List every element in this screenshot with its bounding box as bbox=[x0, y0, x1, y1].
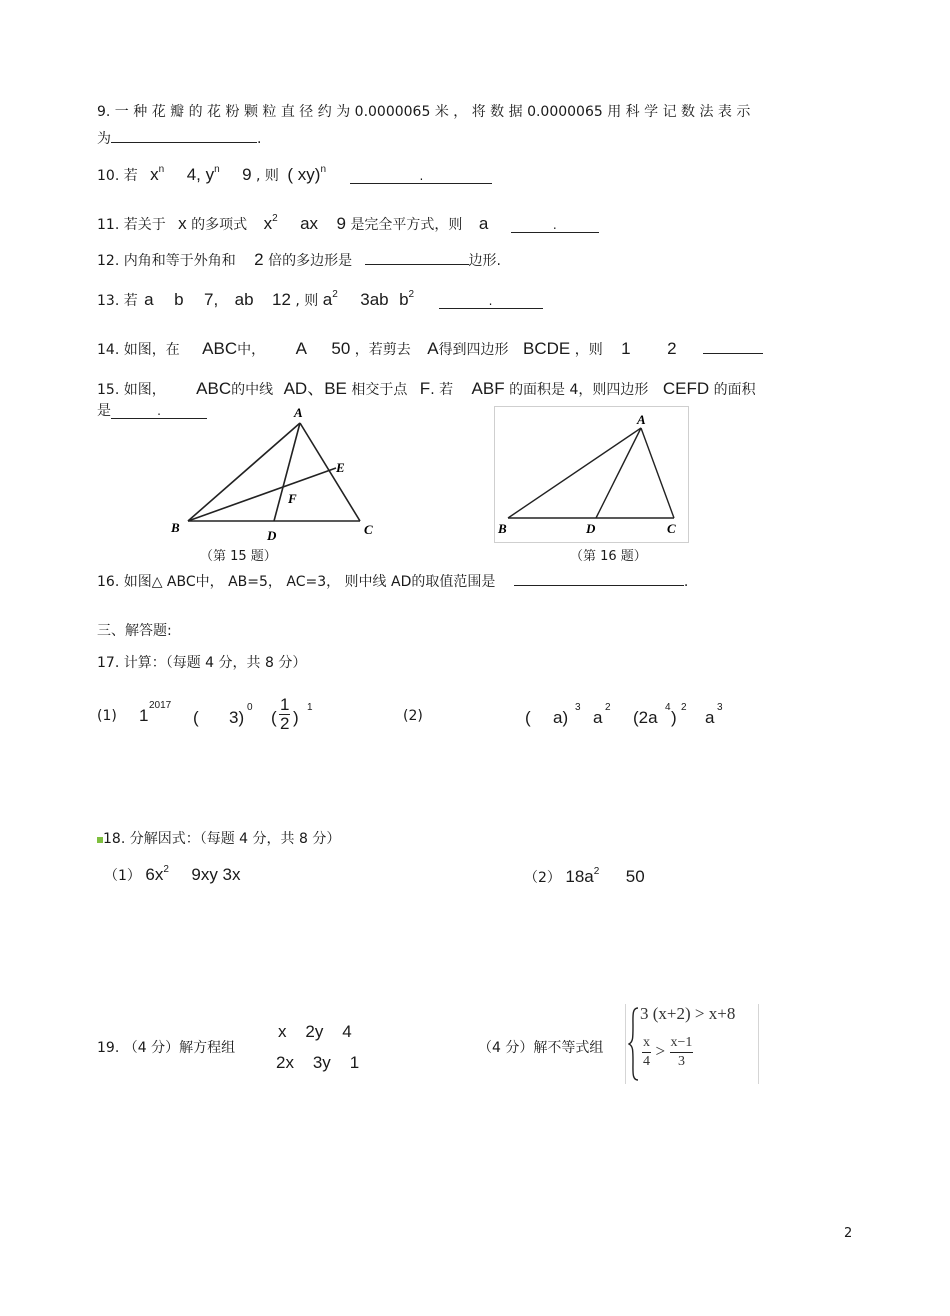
fig16-edge-ac bbox=[641, 428, 674, 518]
q19-ineq2-gt: > bbox=[655, 1041, 666, 1061]
q17-p2-e3b: 3 bbox=[717, 702, 723, 713]
q18-p1-6x: 6x bbox=[145, 865, 164, 884]
fig15-label-a: A bbox=[294, 405, 303, 420]
q12 bbox=[97, 250, 501, 270]
q17-p1-one: 1 bbox=[139, 706, 149, 725]
q14-answer-blank[interactable] bbox=[703, 339, 763, 354]
q17-p2-label: (2) bbox=[403, 708, 423, 724]
q17-p1-lparen: ( bbox=[271, 708, 277, 727]
q15-text2: 相交于点 bbox=[351, 382, 408, 398]
q19-text: 19. （4 分）解方程组 bbox=[97, 1040, 236, 1056]
fig15-median-be bbox=[188, 468, 336, 521]
q17-p1-numerator: 1 bbox=[280, 695, 290, 714]
q14-two: 2 bbox=[667, 339, 677, 358]
q14-a: A bbox=[295, 339, 307, 358]
q17-p2-paren: ( bbox=[525, 708, 531, 727]
q15-text1: 的中线 bbox=[231, 382, 274, 398]
q17-p1-paren: ( bbox=[193, 708, 199, 727]
fig16-label-d: D bbox=[586, 521, 596, 536]
q10-xy: ( xy) bbox=[287, 165, 321, 184]
q15-text3: . 若 bbox=[430, 382, 454, 398]
q11 bbox=[97, 214, 599, 234]
q10-exp3: n bbox=[320, 164, 326, 175]
q19-brace-icon bbox=[628, 1006, 640, 1082]
q17-p2-a2: a bbox=[593, 708, 603, 727]
q17-p1-three: 3) bbox=[229, 708, 245, 727]
q19-ineq1: 3 (x+2) > x+8 bbox=[640, 1004, 736, 1023]
q12-answer-blank[interactable] bbox=[365, 250, 469, 265]
fig16-median-ad bbox=[596, 428, 641, 518]
q18-p2-label: （2） bbox=[524, 870, 561, 886]
q13-sq2: 2 bbox=[408, 289, 415, 300]
q19-eq2: 2x 3y 1 bbox=[276, 1053, 360, 1072]
q17-p1-rparen: ) bbox=[293, 708, 299, 727]
q15-num: 15. 如图， bbox=[97, 382, 166, 398]
q17-p2-a3: a bbox=[705, 708, 715, 727]
q17-p2-e2b: 2 bbox=[681, 702, 687, 713]
fig16-caption bbox=[570, 545, 647, 564]
q14-fifty: 50 bbox=[331, 339, 351, 358]
q15-text5: 的面积 bbox=[713, 382, 756, 398]
fig15-label-f: F bbox=[288, 491, 297, 506]
q15-abf: ABF bbox=[471, 379, 505, 398]
q19-ineq2-right-frac bbox=[670, 1034, 694, 1071]
q12-text3: 边形. bbox=[468, 253, 501, 269]
fig15-median-ad bbox=[274, 423, 300, 521]
q15-cefd: CEFD bbox=[662, 379, 710, 398]
q13-sq1: 2 bbox=[332, 289, 338, 300]
q19-ineq-label: （4 分）解不等式组 bbox=[478, 1040, 604, 1056]
q11-num: 11. 若关于 bbox=[97, 217, 166, 233]
q19-ineq2-left-den: 4 bbox=[643, 1054, 650, 1069]
q17-p2-e3: 3 bbox=[575, 702, 581, 713]
q19-ineq2-right-den: 3 bbox=[677, 1054, 685, 1069]
q18-p1-label: （1） bbox=[104, 868, 141, 884]
fig16-edge-ba bbox=[508, 428, 641, 518]
q9-line2-label: 为 bbox=[97, 131, 111, 147]
q13-num: 13. 若 bbox=[97, 293, 138, 309]
q18-p2-50: 50 bbox=[625, 867, 645, 886]
fig15-edge-ac bbox=[300, 423, 360, 521]
q17-p2-2a: (2a bbox=[633, 708, 658, 727]
q17-p1-fraction bbox=[279, 696, 290, 733]
q13-then: , 则 bbox=[295, 293, 319, 309]
q14-then: ，则 bbox=[574, 342, 603, 358]
q19-ineq2-right-num: x−1 bbox=[670, 1034, 694, 1053]
q19-ineq2-left-frac bbox=[642, 1034, 651, 1071]
fig16-label-a: A bbox=[637, 412, 646, 427]
q16 bbox=[97, 571, 688, 591]
q18-title bbox=[97, 828, 340, 848]
q10-y: 4, y bbox=[186, 165, 215, 184]
page-number: 2 bbox=[844, 1226, 853, 1241]
fig15-caption: （第 15 题） bbox=[200, 549, 277, 564]
q11-answer-blank[interactable]: . bbox=[511, 218, 599, 233]
q11-sq: 2 bbox=[272, 213, 278, 224]
q19-eq1: x 2y 4 bbox=[278, 1022, 352, 1041]
q11-a: a bbox=[478, 214, 489, 233]
q14-one: 1 bbox=[621, 339, 631, 358]
q10 bbox=[97, 165, 492, 185]
q10-nine: 9 bbox=[242, 165, 252, 184]
q19-ineq2 bbox=[642, 1034, 693, 1071]
fig16-label-c: C bbox=[667, 521, 676, 536]
q15-f: F bbox=[419, 379, 431, 398]
q10-exp2: n bbox=[214, 164, 220, 175]
q15-line1 bbox=[97, 374, 756, 399]
fig15-label-e: E bbox=[336, 460, 345, 475]
q12-text2: 倍的多边形是 bbox=[268, 253, 353, 269]
q17-p1-denominator: 2 bbox=[280, 714, 290, 733]
q13-b: b bbox=[174, 290, 184, 309]
fig16-caption-text: （第 16 题） bbox=[570, 549, 647, 564]
q17-p2-e4: 4 bbox=[665, 702, 671, 713]
q17-p1-label: (1) bbox=[97, 708, 117, 724]
q14-text2: 得到四边形 bbox=[438, 342, 509, 358]
q9-end: . bbox=[257, 131, 262, 147]
q18-p2-18a: 18a bbox=[565, 867, 594, 886]
figure-15-triangle bbox=[168, 402, 388, 547]
q14-bcde: BCDE bbox=[523, 339, 571, 358]
q10-then: , 则 bbox=[256, 168, 279, 184]
q16-text: 16. 如图△ ABC中， AB=5， AC=3， 则中线 AD的取值范围是 bbox=[97, 574, 496, 590]
q17-p1-neg1: 1 bbox=[307, 702, 313, 713]
q11-x2: x bbox=[263, 214, 273, 233]
q14 bbox=[97, 339, 763, 359]
q19-ineq-system bbox=[625, 1004, 759, 1084]
q13-seven: 7, bbox=[204, 290, 219, 309]
q14-abc: ABC bbox=[202, 339, 238, 358]
q13-a: a bbox=[144, 290, 154, 309]
q11-nine: 9 bbox=[336, 214, 346, 233]
q15-text4: 的面积是 4，则四边形 bbox=[509, 382, 649, 398]
q18-part2 bbox=[524, 867, 645, 887]
q10-x: x bbox=[150, 165, 159, 184]
q18-p1-rest: 9xy 3x bbox=[191, 865, 241, 884]
q13-twelve: 12 bbox=[272, 290, 291, 309]
q17-p2-rparen: ) bbox=[671, 708, 677, 727]
q13 bbox=[97, 290, 543, 310]
q13-b2: b bbox=[399, 290, 409, 309]
section-3-title: 三、解答题: bbox=[97, 623, 172, 639]
q11-ax: ax bbox=[300, 214, 319, 233]
q17-p1-zero: 0 bbox=[247, 702, 253, 713]
fig15-label-c: C bbox=[364, 522, 373, 537]
q19-ineq2-left-num: x bbox=[642, 1034, 651, 1053]
q13-3ab: 3ab bbox=[360, 290, 389, 309]
q9-line1: 9. 一 种 花 瓣 的 花 粉 颗 粒 直 径 约 为 0.0000065 米 ， 将 数 据 0.0000065 用 科 学 记 数 法 表 示 bbox=[97, 104, 751, 120]
q11-text1: 的多项式 bbox=[191, 217, 248, 233]
q15-line2-label: 是 bbox=[97, 403, 111, 419]
q11-text2: 是完全平方式，则 bbox=[350, 217, 463, 233]
q11-x: x bbox=[178, 214, 187, 233]
q9-answer-blank[interactable] bbox=[111, 128, 257, 143]
fig15-edge-ba bbox=[188, 423, 300, 521]
q18-p1-sq: 2 bbox=[163, 864, 169, 875]
q15-ad-be: AD、BE bbox=[283, 379, 347, 398]
q10-num: 10. 若 bbox=[97, 168, 138, 184]
q18-title-text: 18. 分解因式：（每题 4 分，共 8 分） bbox=[103, 831, 341, 847]
q17-p2-a: a) bbox=[553, 708, 569, 727]
q13-ab: ab bbox=[234, 290, 254, 309]
q12-two: 2 bbox=[254, 250, 264, 269]
q13-a2: a bbox=[322, 290, 333, 309]
q15-answer-blank[interactable]: . bbox=[111, 404, 207, 419]
q18-p2-sq: 2 bbox=[593, 866, 600, 877]
q9-line2 bbox=[97, 128, 261, 148]
q12-text1: 12. 内角和等于外角和 bbox=[97, 253, 236, 269]
q17-p2-e2: 2 bbox=[605, 702, 611, 713]
q15-abc: ABC bbox=[196, 379, 232, 398]
fig15-label-d: D bbox=[267, 528, 277, 543]
q14-text1: ，若剪去 bbox=[354, 342, 411, 358]
q16-end: . bbox=[683, 574, 689, 590]
q17-p1-exp: 2017 bbox=[149, 700, 172, 711]
figure-16-triangle bbox=[494, 406, 690, 544]
q13-answer-blank[interactable]: . bbox=[439, 294, 543, 309]
q10-exp1: n bbox=[158, 164, 165, 175]
q17-title: 17. 计算：（每题 4 分，共 8 分） bbox=[97, 655, 307, 671]
fig16-label-b: B bbox=[498, 521, 507, 536]
fig15-label-b: B bbox=[171, 520, 180, 535]
q14-mid: 中， bbox=[237, 342, 266, 358]
q14-num: 14. 如图，在 bbox=[97, 342, 180, 358]
q18-part1 bbox=[104, 865, 241, 885]
q16-answer-blank[interactable] bbox=[514, 571, 684, 586]
q14-a2: A bbox=[427, 339, 439, 358]
q10-answer-blank[interactable]: . bbox=[350, 169, 492, 184]
